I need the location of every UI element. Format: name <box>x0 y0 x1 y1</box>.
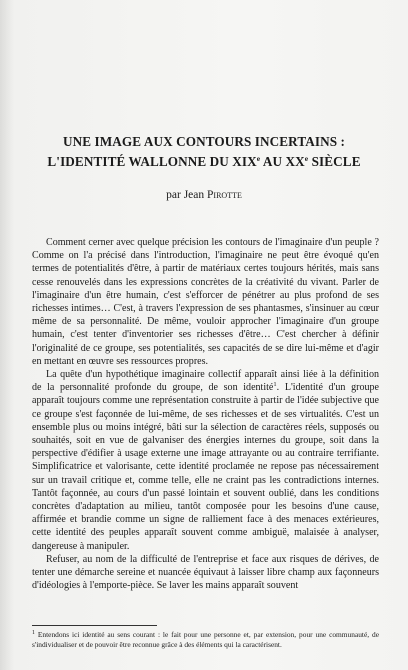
author-prefix: par Jean <box>166 189 208 201</box>
paragraph-2-rest: . L'identité d'un groupe apparaît toujours comme une représentation construite à partir de l'idée subjective que ce groupe s'est façonnée de lui-même, de ses richesses et de ses virtualités. C'est un ensemble plus ou moins intégré, bâti sur la sélection de caractères réels, supposés ou souhaités, soit en vue de galvaniser des énergies internes du groupe, soit dans la perspective d'édifier à usage externe une image attrayante ou au contraire terrifiante. Simplificatrice et valorisante, cette identité proclamée ne repose pas nécessairement sur un travail critique et, comme telle, elle ne craint pas les contradictions internes. Tantôt façonnée, au cours d'un passé lointain et souvent oublié, dans les conditions concrètes d'adaptation au milieu, tantôt composée pour les besoins d'une cause, affirmée et brandie comme un signe de ralliement face à des menaces extérieures, cette identité des peuples apparaît souvent comme ambiguë, malaisée à analyser, dangereuse à manipuler. <box>32 382 379 552</box>
footnote-separator <box>32 625 157 626</box>
footnote <box>32 630 379 649</box>
paragraph-2 <box>32 368 379 553</box>
article-title <box>20 133 388 170</box>
paragraph-1: Comment cerner avec quelque précision les contours de l'imaginaire d'un peuple ? Comme on l'a précisé dans l'introduction, l'imaginaire ne peut être évoqué qu'en termes de potentialités d'être, à partir de matériaux certes toujours hérités, mais sans cesse renouvelés dans les expressions concrètes de la créativité du vivant. Parler de l'imaginaire d'un être humain, c'est s'efforcer de pénétrer au plus profond de ses richesses intimes… C'est, à travers l'expression de ses phantasmes, s'insinuer au cœur même de sa personnalité. De même, vouloir approcher l'imaginaire d'un groupe humain, c'est tenter d'inventorier ses richesses d'être… C'est chercher à définir l'originalité de ce groupe, ses potentialités, ses capacités de se dire lui-même et d'agir en mettant en œuvre ses ressources propres. <box>32 237 379 367</box>
author-byline <box>0 189 408 201</box>
title-line-2-end: SIÈCLE <box>308 154 361 169</box>
footnote-text: Entendons ici identité au sens courant : le fait pour une personne et, par extension, pour une communauté, de s'individualiser et de pouvoir être reconnue grâce à des éléments qui la caractérisent. <box>32 630 379 649</box>
century-superscript-2: e <box>304 154 309 163</box>
footnote-reference: 1 <box>273 381 277 389</box>
footnote-marker: 1 <box>32 630 35 636</box>
title-line-1: UNE IMAGE AUX CONTOURS INCERTAINS : <box>62 134 346 149</box>
paragraph-3: Refuser, au nom de la difficulté de l'entreprise et face aux risques de dérives, de tenter une démarche sereine et nuancée équivaut à laisser libre champ aux façonneurs d'idéologies à l'emporte-pièce. Se laver les mains apparaît souvent <box>32 553 379 592</box>
article-body <box>32 236 379 592</box>
title-line-2 <box>20 150 388 170</box>
paragraph-2-start: La quête d'un hypothétique imaginaire collectif apparaît ainsi liée à la définition de la personnalité profonde du groupe, de son identité <box>32 369 379 394</box>
century-superscript-1: e <box>256 154 261 163</box>
title-line-2-start: L'IDENTITÉ WALLONNE DU XIX <box>47 154 257 169</box>
author-surname: Pirotte <box>207 189 242 201</box>
title-line-2-middle: AU XX <box>260 154 305 169</box>
